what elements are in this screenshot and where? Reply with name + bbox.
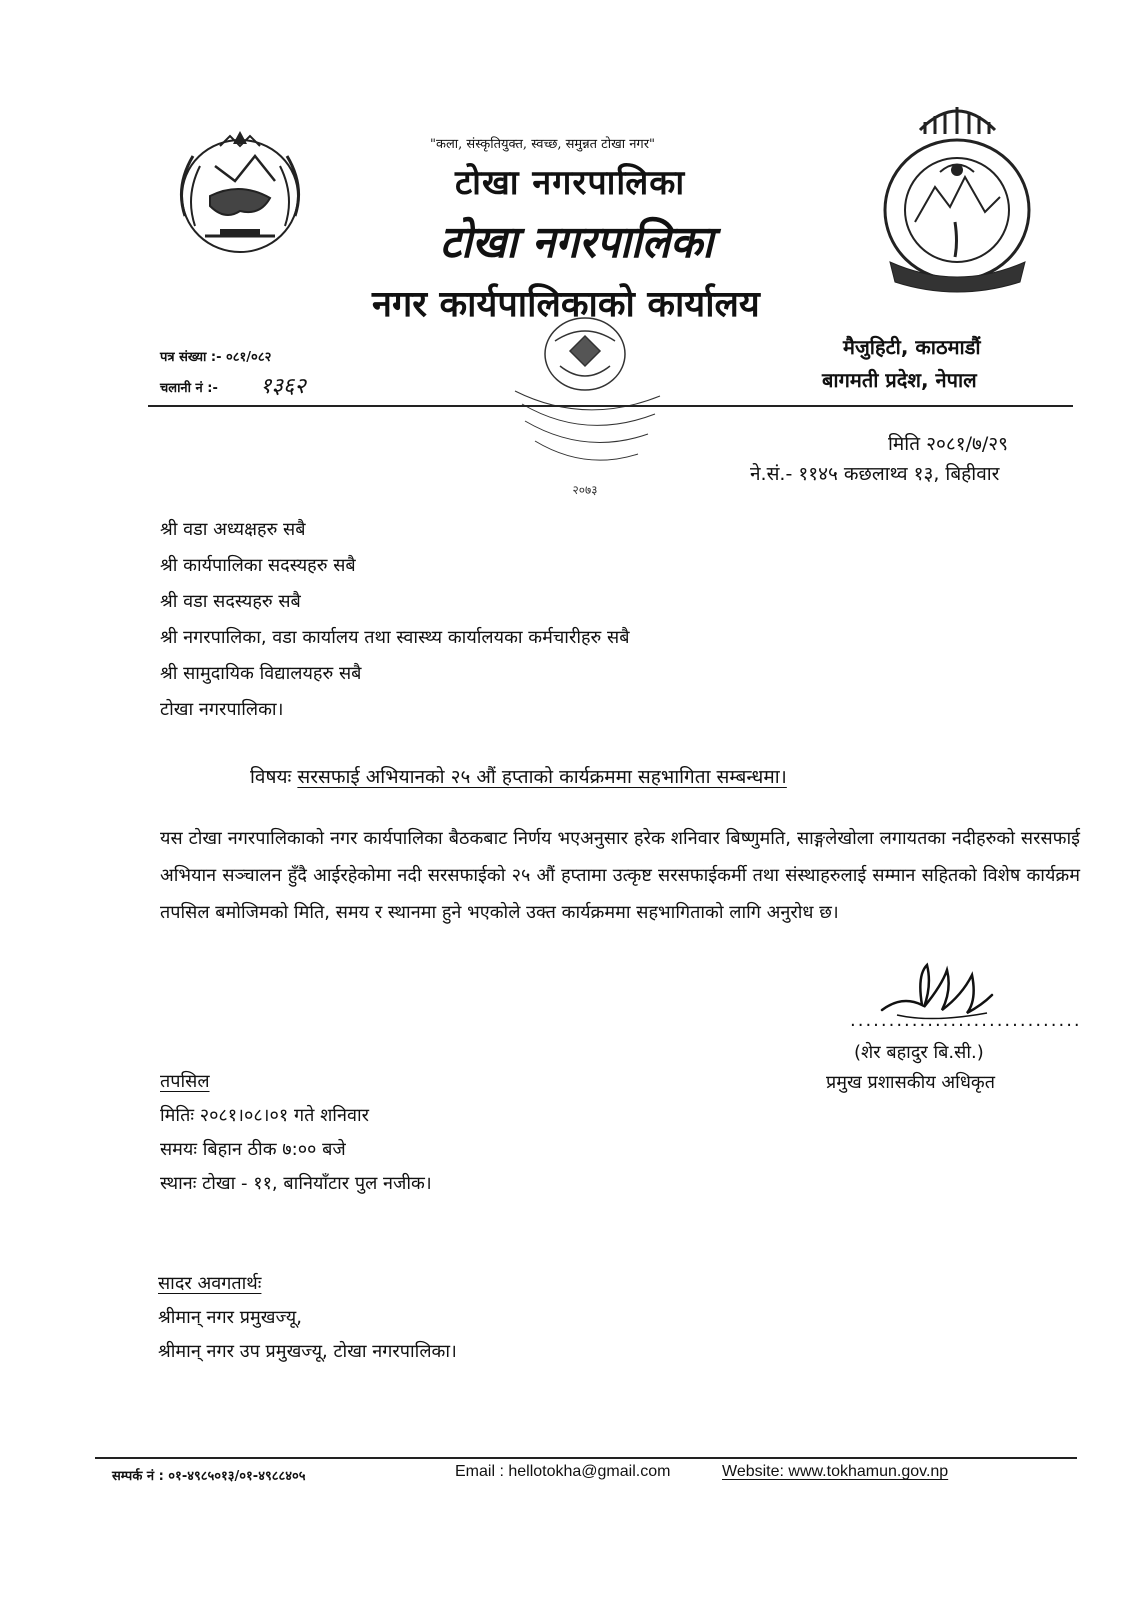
cc-section [158,1267,457,1369]
event-details [160,1065,432,1201]
recipient-item: श्री कार्यपालिका सदस्यहरु सबै [160,555,356,576]
recipient-item: टोखा नगरपालिका। [160,699,284,720]
event-date: मितिः २०८१।०८।०१ गते शनिवार [160,1105,369,1126]
cc-item: श्रीमान् नगर प्रमुखज्यू, [158,1307,302,1328]
recipient-item: श्री सामुदायिक विद्यालयहरु सबै [160,663,362,684]
office-title: नगर कार्यपालिकाको कार्यालय [372,284,760,325]
tokha-logo-icon [870,92,1045,297]
motto: "कला, संस्कृतियुक्त, स्वच्छ, समुन्नत टोखा नगर" [430,137,656,152]
letter-body: यस टोखा नगरपालिकाको नगर कार्यपालिका बैठकबाट निर्णय भएअनुसार हरेक शनिवार बिष्णुमति, साङ्गलेखोला लगायतका नदीहरुको सरसफाई अभियान सञ्चालन हुँदै आईरहेकोमा नदी सरसफाईको २५ औं हप्तामा उत्कृष्ट सरसफाईकर्मी तथा संस्थाहरुलाई सम्मान सहितको विशेष कार्यक्रम तपसिल बमोजिमको मिति, समय र स्थानमा हुने भएकोले उक्त कार्यक्रममा सहभागिताको लागि अनुरोध छ। [160,828,1080,923]
footer-divider [95,1457,1077,1459]
dispatch-label: चलानी नं :- [160,381,218,396]
contact-number: सम्पर्क नं : ०१-४९८५०१३/०१-४९८८४०५ [112,1469,306,1484]
recipient-item: श्री वडा अध्यक्षहरु सबै [160,519,306,540]
date-nepal-sambat: ने.सं.- ११४५ कछलाथ्व १३, बिहीवार [750,463,1000,485]
recipient-list [160,512,629,728]
signature-line: .............................. [850,1010,1082,1031]
municipality-title-stylized: टोखा नगरपालिका [440,215,714,268]
email-address[interactable]: Email : hellotokha@gmail.com [455,1463,671,1480]
signer-title: प्रमुख प्रशासकीय अधिकृत [826,1072,995,1093]
date-bs: मिति २०८१/७/२९ [888,433,1009,455]
header-divider [148,405,1073,407]
details-heading: तपसिल [160,1071,210,1092]
subject-label: विषयः [250,766,292,788]
municipality-title: टोखा नगरपालिका [455,163,686,203]
recipient-item: श्री वडा सदस्यहरु सबै [160,591,301,612]
address-line-1: मैजुहिटी, काठमाडौं [843,335,981,359]
recipient-item: श्री नगरपालिका, वडा कार्यालय तथा स्वास्थ्य कार्यालयका कर्मचारीहरु सबै [160,627,630,648]
event-time: समयः बिहान ठीक ७:०० बजे [160,1139,346,1160]
subject-text: सरसफाई अभियानको २५ औं हप्ताको कार्यक्रममा सहभागिता सम्बन्धमा। [297,766,787,788]
office-stamp-icon [500,306,670,501]
nepal-emblem-icon [165,126,315,261]
svg-text:२०७३: २०७३ [572,483,598,497]
dispatch-number: १३६२ [260,374,306,399]
subject-line [250,763,787,789]
website-link[interactable]: Website: www.tokhamun.gov.np [722,1463,949,1480]
signer-name: (शेर बहादुर बि.सी.) [854,1042,984,1063]
event-place: स्थानः टोखा - ११, बानियाँटार पुल नजीक। [160,1173,432,1194]
reference-number: पत्र संख्या :- ०८१/०८२ [160,350,272,365]
address-line-2: बागमती प्रदेश, नेपाल [822,368,977,392]
cc-item: श्रीमान् नगर उप प्रमुखज्यू, टोखा नगरपालिका। [158,1341,457,1362]
cc-heading: सादर अवगतार्थः [158,1273,262,1294]
